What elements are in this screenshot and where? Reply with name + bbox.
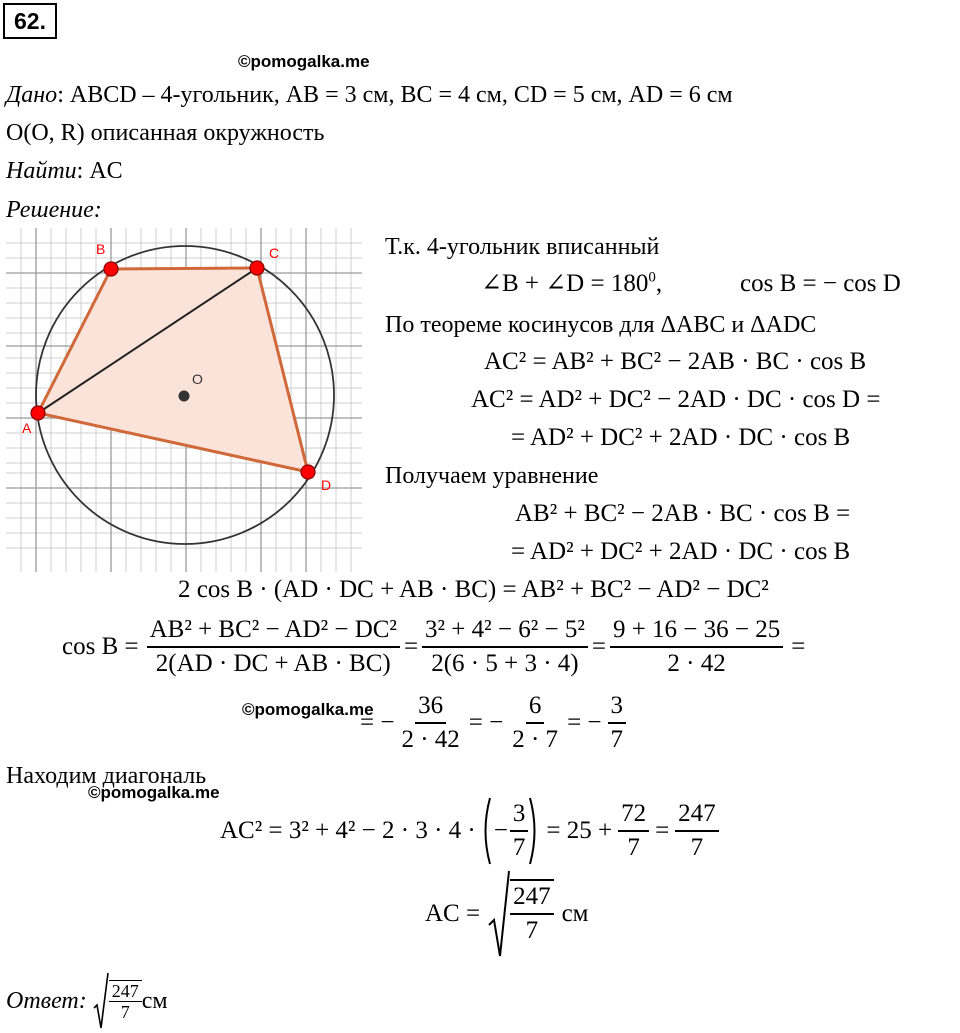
- cosb-simplify: [360, 690, 626, 756]
- line-eq-right: = AD² + DC² + 2AD · DC · cos B: [511, 538, 851, 565]
- unit-cm: см: [141, 988, 168, 1014]
- answer-sqrt: [93, 972, 142, 1030]
- circle-line: O(O, R) описанная окружность: [6, 120, 325, 146]
- equals-minus: = −: [360, 709, 395, 736]
- frac-den: 7: [120, 1002, 130, 1022]
- frac-num: 247: [109, 981, 142, 1002]
- line-ac2-adc-cont: = AD² + DC² + 2AD · DC · cos B: [511, 424, 851, 451]
- unit-cm: см: [561, 900, 589, 927]
- label-c: C: [269, 245, 280, 261]
- given-label: Дано: [6, 82, 58, 108]
- line-ac2-abc: AC² = AB² + BC² − 2AB · BC · cos B: [484, 348, 867, 375]
- frac-den: 7: [627, 834, 640, 861]
- fraction-numeric: [422, 614, 588, 680]
- cosb-lhs: cos B =: [62, 633, 139, 660]
- frac-den: 7: [610, 726, 624, 753]
- label-o: O: [192, 371, 203, 387]
- line-cosine-theorem: По теореме косинусов для ΔABC и ΔADC: [385, 312, 817, 338]
- given-text: : ABCD – 4-угольник, AB = 3 см, BC = 4 см, CD = 5 см, AD = 6 см: [57, 82, 733, 108]
- frac-den: 2(AD · DC + AB · BC): [155, 650, 391, 677]
- watermark: ©pomogalka.me: [88, 783, 220, 802]
- equals-minus: = −: [468, 709, 504, 736]
- fraction-36: [398, 690, 462, 756]
- comma: ,: [655, 270, 663, 297]
- degree: 0: [648, 269, 656, 286]
- fraction-6: [509, 690, 561, 756]
- point-d: [301, 465, 315, 479]
- paren-left: [480, 796, 492, 866]
- line-ac2-adc: AC² = AD² + DC² − 2AD · DC · cos D =: [471, 386, 881, 413]
- given-line: [6, 81, 733, 109]
- frac-den: 2 · 42: [667, 650, 726, 677]
- frac-den: 7: [525, 917, 539, 944]
- find-label: Найти: [6, 158, 77, 184]
- line-angle-sum: [481, 270, 662, 298]
- angle-sum: ∠B + ∠D = 180: [481, 270, 649, 297]
- frac-num: 3: [608, 690, 627, 724]
- equals: =: [591, 633, 606, 660]
- fraction-247-7: [109, 981, 142, 1022]
- ac-prefix: AC =: [425, 900, 481, 927]
- point-b: [104, 262, 118, 276]
- fraction-symbolic: [147, 614, 400, 680]
- frac-num: 247: [675, 798, 719, 832]
- watermark: ©pomogalka.me: [238, 52, 370, 71]
- ac-result: [425, 870, 589, 958]
- answer-line: [6, 972, 168, 1030]
- ac2-prefix: AC² = 3² + 4² − 2 · 3 · 4 ·: [220, 817, 476, 844]
- line-cos-relation: cos B = − cos D: [740, 270, 901, 297]
- find-text: : AC: [76, 158, 123, 184]
- frac-num: 72: [618, 798, 649, 832]
- equals-25-plus: = 25 +: [546, 817, 613, 844]
- label-b: B: [96, 241, 106, 257]
- frac-den: 2 · 7: [512, 726, 559, 753]
- frac-den: 2(6 · 5 + 3 · 4): [431, 650, 579, 677]
- fraction-evaluated: [610, 614, 783, 680]
- frac-den: 2 · 42: [401, 726, 460, 753]
- frac-num: 36: [415, 690, 446, 724]
- label-d: D: [321, 477, 332, 493]
- frac-num: 247: [510, 881, 554, 915]
- minus: −: [493, 817, 508, 844]
- frac-num: AB² + BC² − AD² − DC²: [147, 614, 400, 648]
- ac2-computation: [220, 796, 719, 866]
- line-find-diagonal: Находим диагональ: [6, 763, 207, 789]
- sqrt-sign: [488, 870, 510, 958]
- line-equation-label: Получаем уравнение: [385, 463, 599, 489]
- line-2cosb: 2 cos B · (AD · DC + AB · BC) = AB² + BC² − AD² − DC²: [178, 576, 769, 603]
- fraction-3-7: [510, 798, 529, 864]
- watermark: ©pomogalka.me: [242, 700, 374, 719]
- point-a: [31, 406, 45, 420]
- answer-label: Ответ:: [6, 988, 87, 1014]
- frac-den: 7: [690, 834, 704, 861]
- find-line: [6, 157, 123, 185]
- frac-num: 3² + 4² − 6² − 5²: [422, 614, 588, 648]
- frac-den: 7: [512, 834, 526, 861]
- equals: =: [791, 633, 806, 660]
- point-c: [250, 261, 264, 275]
- frac-num: 3: [510, 798, 529, 832]
- solution-label: Решение:: [6, 197, 102, 223]
- sqrt-sign: [93, 972, 109, 1030]
- quadrilateral-abcd: [38, 268, 308, 472]
- equals-minus: = −: [567, 709, 602, 736]
- problem-number: 62.: [3, 3, 57, 39]
- line-inscribed: Т.к. 4-угольник вписанный: [385, 234, 660, 260]
- frac-num: 6: [526, 690, 545, 724]
- cosb-formula: [62, 614, 805, 680]
- sqrt: [488, 870, 554, 958]
- label-a: A: [22, 420, 32, 436]
- equals: =: [655, 817, 670, 844]
- equals: =: [403, 633, 419, 660]
- frac-num: 9 + 16 − 36 − 25: [610, 614, 783, 648]
- fraction-72-7: [618, 798, 649, 864]
- fraction-3-7: [608, 690, 627, 756]
- fraction-247-7: [510, 881, 554, 947]
- point-o: [179, 391, 190, 402]
- geometry-diagram: [6, 228, 362, 572]
- fraction-247-7: [675, 798, 719, 864]
- paren-right: [528, 796, 540, 866]
- line-eq-left: AB² + BC² − 2AB · BC · cos B =: [515, 500, 851, 527]
